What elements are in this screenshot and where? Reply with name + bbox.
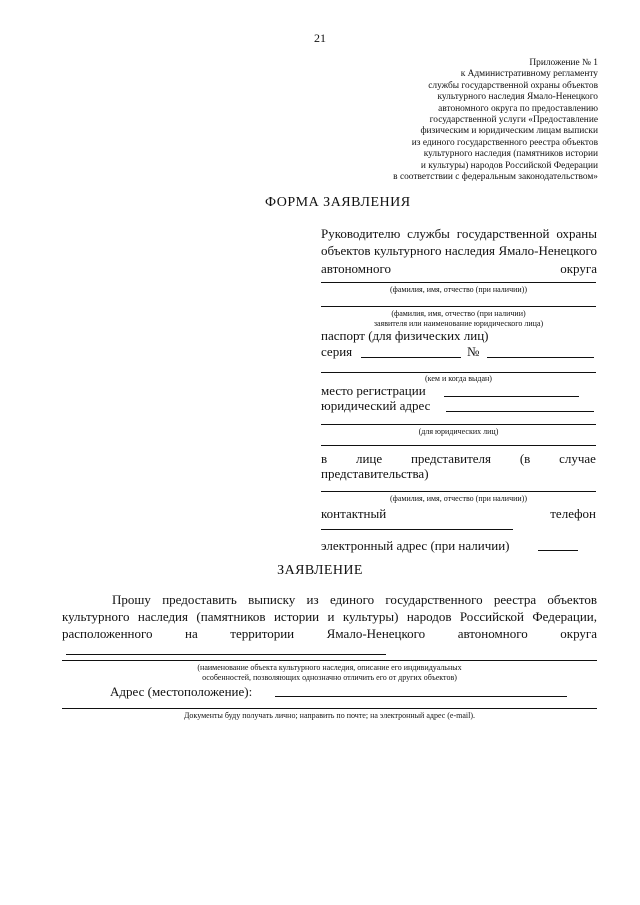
statement-body [62,591,597,659]
object-caption-1: (наименование объекта культурного наследия, описание его индивидуальных [197,663,462,672]
representative-line-1 [321,451,596,467]
appendix-line: и культуры) народов Российской Федерации [420,160,598,171]
contact-label [321,506,596,522]
applicant-caption-2: заявителя или наименование юридического лица) [373,319,544,328]
legal-address-field[interactable] [446,411,594,412]
appendix-line: из единого государственного реестра объектов [411,137,598,148]
legal-line[interactable] [321,424,596,425]
appendix-line: автономного округа по предоставлению [438,103,598,114]
rep-word: случае [559,451,596,466]
rep-word: представителя [410,451,492,466]
representative-field[interactable] [321,491,596,492]
appendix-line: к Административному регламенту [460,69,598,80]
addressee-block: Руководителю службы государственной охраны объектов культурного наследия Ямало-Ненецкого автономного округа [321,226,597,276]
fio-caption: (фамилия, имя, отчество (при наличии)) [390,285,527,294]
address-field[interactable] [275,696,567,697]
applicant-line[interactable] [321,306,596,307]
rep-word: лице [355,451,383,466]
appendix-line: культурного наследия (памятников истории [423,149,598,160]
object-caption-2: особенностей, позволяющих однозначно отличить его от других объектов) [202,673,457,682]
email-field[interactable] [538,550,578,551]
registration-label: место регистрации [321,383,426,398]
legal-extra-line[interactable] [321,445,596,446]
number-field[interactable] [487,357,594,358]
number-label: № [467,344,480,359]
passport-label: паспорт (для физических лиц) [321,328,489,343]
fio-line[interactable] [321,282,596,283]
form-title: ФОРМА ЗАЯВЛЕНИЯ [265,195,411,210]
series-label: серия [321,344,353,359]
delivery-options: Документы буду получать лично; направить по почте; на электронный адрес (e-mail). [183,711,476,720]
legal-caption: (для юридических лиц) [418,427,499,436]
address-extra-line[interactable] [62,708,597,709]
rep-word: (в [519,451,531,466]
statement-text: Прошу предоставить выписку из единого государственного реестра объектов культурного наследия (памятников истории и культуры) народов Российской Федерации, расположенного на территории Ямало-Ненецкого автономного округа [62,592,597,641]
rep-word: в [321,451,328,466]
appendix-line: государственной услуги «Предоставление [429,115,598,126]
appendix-line: в соответствии с федеральным законодательством» [393,172,598,183]
representative-line-2: представительства) [321,466,429,481]
appendix-line: физическим и юридическим лицам выписки [420,126,598,137]
series-field[interactable] [361,357,461,358]
object-line[interactable] [62,660,597,661]
address-label: Адрес (местоположение): [110,684,253,699]
issued-line[interactable] [321,372,596,373]
phone-field[interactable] [321,529,513,530]
applicant-caption-1: (фамилия, имя, отчество (при наличии) [391,309,526,318]
appendix-line: культурного наследия Ямало-Ненецкого [437,92,598,103]
contact-word: телефон [550,506,596,521]
issued-caption: (кем и когда выдан) [425,374,492,383]
page-number: 21 [314,31,326,45]
object-name-field[interactable] [66,643,386,655]
appendix-line: Приложение № 1 [529,58,598,68]
representative-caption: (фамилия, имя, отчество (при наличии)) [390,494,527,503]
statement-title: ЗАЯВЛЕНИЕ [277,563,363,578]
email-label: электронный адрес (при наличии) [321,538,510,553]
legal-address-label: юридический адрес [321,398,431,413]
registration-field[interactable] [444,396,579,397]
contact-word: контактный [321,506,387,521]
appendix-header [318,58,598,183]
appendix-line: службы государственной охраны объектов [428,80,598,91]
